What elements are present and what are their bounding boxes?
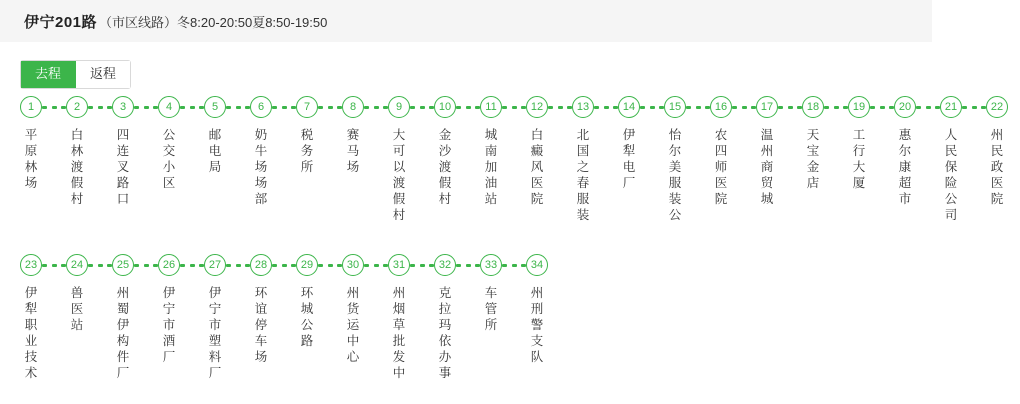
route-connector-dashes-icon [916,106,940,109]
stop-item[interactable] [376,250,422,381]
dash-segment-icon [272,106,277,109]
stops-row-1 [8,92,1020,223]
stop-number-badge: 28 [250,254,272,276]
route-connector-dashes-icon [364,264,388,267]
route-connector-dashes-icon [318,264,342,267]
stop-item[interactable] [514,250,560,365]
route-connector-dashes-icon [824,106,848,109]
stop-item[interactable] [652,92,698,223]
stop-number-badge: 15 [664,96,686,118]
stop-item[interactable] [284,92,330,175]
dash-segment-icon [190,106,195,109]
dash-segment-icon [364,106,369,109]
stop-item[interactable] [8,92,54,191]
stop-item[interactable] [238,250,284,365]
dash-segment-icon [180,106,185,109]
stop-item[interactable] [192,250,238,381]
dash-segment-icon [502,106,507,109]
stop-number-badge: 4 [158,96,180,118]
dash-segment-icon [962,106,967,109]
stop-number-badge: 33 [480,254,502,276]
dash-segment-icon [512,106,517,109]
stop-number-badge: 6 [250,96,272,118]
route-connector-dashes-icon [42,106,66,109]
stop-item[interactable] [422,92,468,207]
route-connector-dashes-icon [272,264,296,267]
route-connector-dashes-icon [88,264,112,267]
route-connector-dashes-icon [778,106,802,109]
stop-item[interactable] [468,250,514,333]
stop-name-label: 赛马场 [346,128,360,174]
stop-item[interactable] [54,92,100,207]
dash-segment-icon [88,264,93,267]
stop-number-badge: 27 [204,254,226,276]
stop-number-badge: 18 [802,96,824,118]
stop-name-label: 邮电局 [208,128,222,174]
dash-segment-icon [272,264,277,267]
dash-segment-icon [926,106,931,109]
stop-number-badge: 3 [112,96,134,118]
dash-segment-icon [144,106,149,109]
dash-segment-icon [916,106,921,109]
stop-number-badge: 2 [66,96,88,118]
stop-name-label: 州蜀伊构件厂 [116,286,130,380]
dash-segment-icon [778,106,783,109]
stop-number-badge: 26 [158,254,180,276]
dash-segment-icon [318,106,323,109]
dash-segment-icon [870,106,875,109]
stop-number-wrap [8,92,54,122]
stop-name-label: 天宝金店 [806,128,820,190]
dash-segment-icon [226,264,231,267]
stop-name-label: 平原林场 [24,128,38,190]
stop-name-label: 伊犁职业技术 [24,286,38,380]
direction-tabs [20,60,131,89]
stop-number-badge: 12 [526,96,548,118]
stop-number-badge: 8 [342,96,364,118]
dash-segment-icon [502,264,507,267]
dash-segment-icon [236,106,241,109]
route-connector-dashes-icon [134,106,158,109]
stop-item[interactable] [8,250,54,381]
stop-name-label: 奶牛场场部 [254,128,268,206]
stop-item[interactable] [882,92,928,207]
dash-segment-icon [52,264,57,267]
stop-number-badge: 7 [296,96,318,118]
stop-number-badge: 25 [112,254,134,276]
stop-item[interactable] [928,92,974,223]
route-connector-dashes-icon [870,106,894,109]
stop-name-label: 伊宁市酒厂 [162,286,176,364]
stop-item[interactable] [698,92,744,207]
stop-number-badge: 20 [894,96,916,118]
stop-number-badge: 17 [756,96,778,118]
dash-segment-icon [640,106,645,109]
dash-segment-icon [972,106,977,109]
dash-segment-icon [144,264,149,267]
dash-segment-icon [696,106,701,109]
stop-item[interactable] [376,92,422,223]
route-connector-dashes-icon [502,264,526,267]
dash-segment-icon [466,264,471,267]
dash-segment-icon [604,106,609,109]
stop-name-label: 车管所 [484,286,498,332]
stop-name-label: 惠尔康超市 [898,128,912,206]
route-connector-dashes-icon [180,264,204,267]
route-connector-dashes-icon [502,106,526,109]
dash-segment-icon [134,264,139,267]
dash-segment-icon [364,264,369,267]
dash-segment-icon [374,264,379,267]
stop-item[interactable] [54,250,100,333]
dash-segment-icon [420,264,425,267]
route-connector-dashes-icon [548,106,572,109]
route-connector-dashes-icon [456,106,480,109]
stop-name-label: 税务所 [300,128,314,174]
stop-item[interactable] [146,250,192,365]
dash-segment-icon [512,264,517,267]
stop-name-label: 白癜风医院 [530,128,544,206]
stop-number-badge: 10 [434,96,456,118]
dash-segment-icon [650,106,655,109]
stop-number-badge: 34 [526,254,548,276]
stop-name-label: 环谊停车场 [254,286,268,364]
stop-name-label: 公交小区 [162,128,176,190]
route-connector-dashes-icon [42,264,66,267]
dash-segment-icon [190,264,195,267]
dash-segment-icon [410,264,415,267]
route-schedule: （市区线路）冬8:20-20:50夏8:50-19:50 [99,14,328,30]
route-connector-dashes-icon [962,106,986,109]
stop-name-label: 兽医站 [70,286,84,332]
dash-segment-icon [42,106,47,109]
route-connector-dashes-icon [88,106,112,109]
stop-number-badge: 22 [986,96,1008,118]
route-connector-dashes-icon [318,106,342,109]
stop-name-label: 环城公路 [300,286,314,348]
stop-name-label: 克拉玛依办事 [438,286,452,380]
stop-name-label: 伊宁市塑料厂 [208,286,222,380]
route-connector-dashes-icon [456,264,480,267]
stop-number-badge: 32 [434,254,456,276]
dash-segment-icon [374,106,379,109]
dash-segment-icon [420,106,425,109]
dash-segment-icon [834,106,839,109]
stop-name-label: 城南加油站 [484,128,498,206]
stop-number-badge: 11 [480,96,502,118]
dash-segment-icon [226,106,231,109]
stop-item[interactable] [514,92,560,207]
stop-name-label: 州货运中心 [346,286,360,364]
stop-item[interactable] [560,92,606,223]
stop-number-badge: 21 [940,96,962,118]
dash-segment-icon [594,106,599,109]
dash-segment-icon [742,106,747,109]
route-connector-dashes-icon [180,106,204,109]
tab-return[interactable]: 返程 [76,61,130,88]
route-connector-dashes-icon [134,264,158,267]
stop-number-badge: 23 [20,254,42,276]
stop-item[interactable] [330,92,376,175]
route-connector-dashes-icon [272,106,296,109]
dash-segment-icon [824,106,829,109]
dash-segment-icon [328,106,333,109]
dash-segment-icon [788,106,793,109]
stop-name-label: 白林渡假村 [70,128,84,206]
stop-number-badge: 16 [710,96,732,118]
stop-number-badge: 19 [848,96,870,118]
dash-segment-icon [686,106,691,109]
route-connector-dashes-icon [640,106,664,109]
stop-number-badge: 9 [388,96,410,118]
stop-item[interactable] [744,92,790,207]
dash-segment-icon [328,264,333,267]
dash-segment-icon [466,106,471,109]
dash-segment-icon [282,106,287,109]
route-connector-dashes-icon [364,106,388,109]
dash-segment-icon [180,264,185,267]
stop-name-label: 大可以渡假村 [392,128,406,222]
stop-name-label: 温州商贸城 [760,128,774,206]
stop-name-label: 怡尔美服装公 [668,128,682,222]
dash-segment-icon [88,106,93,109]
stop-item[interactable] [330,250,376,365]
dash-segment-icon [282,264,287,267]
stop-name-label: 四连叉路口 [116,128,130,206]
dash-segment-icon [456,106,461,109]
dash-segment-icon [318,264,323,267]
route-title: 伊宁201路 [24,13,98,31]
dash-segment-icon [98,264,103,267]
dash-segment-icon [880,106,885,109]
stop-name-label: 工行大厦 [852,128,866,190]
route-connector-dashes-icon [226,106,250,109]
route-connector-dashes-icon [410,264,434,267]
tab-outbound[interactable]: 去程 [21,61,76,88]
stop-number-badge: 5 [204,96,226,118]
dash-segment-icon [548,106,553,109]
dash-segment-icon [236,264,241,267]
dash-segment-icon [98,106,103,109]
stop-name-label: 北国之春服装 [576,128,590,222]
dash-segment-icon [134,106,139,109]
stop-name-label: 州民政医院 [990,128,1004,206]
stop-number-badge: 31 [388,254,410,276]
stop-number-badge: 24 [66,254,88,276]
stop-name-label: 州刑警支队 [530,286,544,364]
stop-number-badge: 29 [296,254,318,276]
dash-segment-icon [558,106,563,109]
stop-item[interactable] [238,92,284,207]
dash-segment-icon [410,106,415,109]
route-connector-dashes-icon [410,106,434,109]
stop-number-badge: 13 [572,96,594,118]
stop-item[interactable] [468,92,514,207]
route-connector-dashes-icon [226,264,250,267]
stop-item[interactable] [100,250,146,381]
stop-name-label: 人民保险公司 [944,128,958,222]
stop-item[interactable] [422,250,468,381]
stop-name-label: 金沙渡假村 [438,128,452,206]
stop-number-badge: 1 [20,96,42,118]
stop-number-badge: 30 [342,254,364,276]
route-connector-dashes-icon [732,106,756,109]
dash-segment-icon [732,106,737,109]
dash-segment-icon [42,264,47,267]
stops-row-2 [8,250,560,381]
dash-segment-icon [456,264,461,267]
route-connector-dashes-icon [594,106,618,109]
dash-segment-icon [52,106,57,109]
stop-number-badge: 14 [618,96,640,118]
stop-item[interactable] [192,92,238,175]
stop-number-wrap [8,250,54,280]
stop-name-label: 农四师医院 [714,128,728,206]
route-connector-dashes-icon [686,106,710,109]
stop-name-label: 伊犁电厂 [622,128,636,190]
route-header [0,0,932,42]
stop-item[interactable] [100,92,146,207]
stop-item[interactable] [974,92,1020,207]
stop-name-label: 州烟草批发中 [392,286,406,380]
